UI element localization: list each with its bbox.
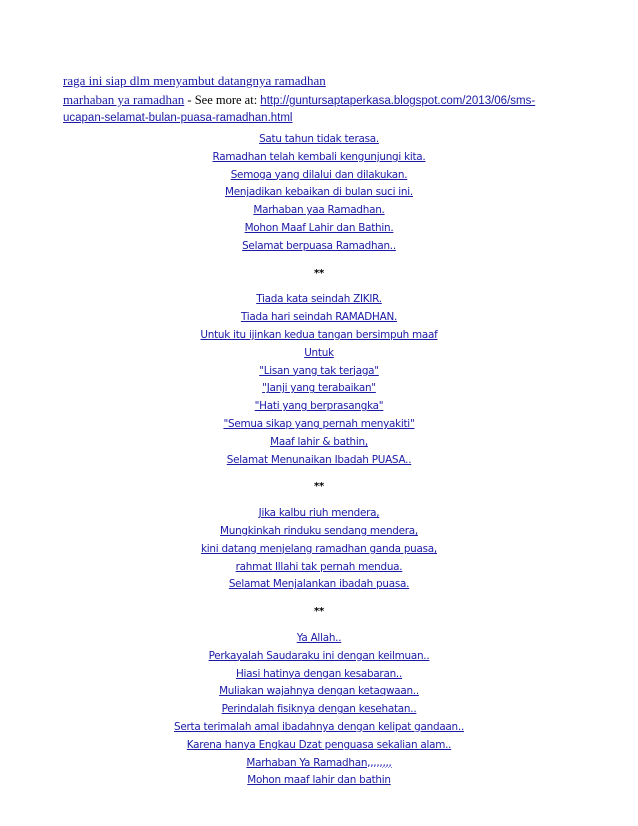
poem-line-link[interactable]: Selamat Menjalankan ibadah puasa. — [228, 578, 410, 591]
poem-line — [0, 648, 638, 666]
source-url-link[interactable]: http://guntursaptaperkasa.blogspot.com/2013/06/sms- — [260, 95, 536, 107]
poem-line — [0, 576, 638, 594]
poem-line-link[interactable]: Tiada kata seindah ZIKIR. — [256, 293, 382, 306]
poem-line — [0, 666, 638, 684]
poem-line-link[interactable]: Perindalah fisiknya dengan kesehatan.. — [221, 703, 417, 716]
poem-line-link[interactable]: Hiasi hatinya dengan kesabaran.. — [235, 667, 403, 680]
poem-line — [0, 131, 638, 149]
poem-line-link[interactable]: Untuk itu ijinkan kedua tangan bersimpuh maaf — [200, 328, 438, 341]
poem-line-link[interactable]: kini datang menjelang ramadhan ganda puasa, — [201, 542, 437, 555]
poem-line-link[interactable]: Marhaban Ya Ramadhan,,,,,,,, — [246, 756, 392, 769]
stanza-separator: ** — [314, 267, 324, 279]
poem-line — [0, 630, 638, 648]
poem-line — [0, 523, 638, 541]
poem-line — [0, 345, 638, 363]
intro-heading-link[interactable]: raga ini siap dlm menyambut datangnya ramadhan — [63, 73, 326, 88]
poem-line-link[interactable]: Mungkinkah rinduku sendang mendera, — [220, 524, 418, 537]
poem-line — [0, 167, 638, 185]
poem-line — [0, 772, 638, 790]
intro-line-2 — [63, 91, 583, 110]
poem-line — [0, 541, 638, 559]
stanza-separator: ** — [314, 606, 324, 618]
poem-line-link[interactable]: Selamat Menunaikan Ibadah PUASA.. — [226, 453, 412, 466]
stanza-separator: ** — [314, 481, 324, 493]
poem-line-link[interactable]: "Hati yang berprasangka" — [254, 400, 384, 413]
intro-line-1 — [63, 72, 583, 91]
poem-line — [0, 755, 638, 773]
poem-line-link[interactable]: Maaf lahir & bathin, — [270, 435, 368, 448]
poem-line — [0, 327, 638, 345]
poem-line — [0, 719, 638, 737]
poem-line — [0, 559, 638, 577]
poem-line — [0, 416, 638, 434]
poem-line-link[interactable]: rahmat Illahi tak pernah mendua. — [235, 560, 403, 573]
poem-line-link[interactable]: "Janji yang terabaikan" — [262, 382, 376, 395]
poem-line — [0, 380, 638, 398]
poem-line-link[interactable]: Ramadhan telah kembali kengunjungi kita. — [212, 150, 426, 163]
poem-body — [0, 131, 638, 790]
poem-line-link[interactable]: Semoga yang dilalui dan dilakukan. — [230, 168, 408, 181]
poem-line-link[interactable]: Serta terimalah amal ibadahnya dengan kelipat gandaan.. — [173, 720, 464, 733]
poem-line — [0, 238, 638, 256]
intro-block — [63, 72, 583, 127]
poem-line-link[interactable]: Ya Allah.. — [296, 631, 342, 644]
poem-line — [0, 291, 638, 309]
marhaban-link[interactable]: marhaban ya ramadhan — [63, 92, 185, 107]
poem-line — [0, 683, 638, 701]
poem-line — [0, 309, 638, 327]
poem-line-link[interactable]: Mohon maaf lahir dan bathin — [247, 774, 391, 787]
poem-line-link[interactable]: Perkayalah Saudaraku ini dengan keilmuan.. — [208, 649, 430, 662]
poem-line — [0, 220, 638, 238]
poem-line-link[interactable]: "Semua sikap yang pernah menyakiti" — [223, 417, 415, 430]
see-more-text: - See more at: — [184, 93, 261, 107]
poem-line-link[interactable]: "Lisan yang tak terjaga" — [259, 364, 379, 377]
poem-line-link[interactable]: Muliakan wajahnya dengan ketaqwaan.. — [219, 685, 419, 698]
poem-line — [0, 184, 638, 202]
poem-line-link[interactable]: Karena hanya Engkau Dzat penguasa sekalian alam.. — [186, 738, 452, 751]
poem-line — [0, 202, 638, 220]
poem-line-link[interactable]: Untuk — [304, 346, 334, 359]
source-url-link-continued[interactable]: ucapan-selamat-bulan-puasa-ramadhan.html — [63, 112, 293, 124]
poem-line — [0, 505, 638, 523]
poem-line-link[interactable]: Marhaban yaa Ramadhan. — [253, 204, 385, 217]
poem-line — [0, 737, 638, 755]
poem-line-link[interactable]: Satu tahun tidak terasa. — [259, 133, 379, 145]
poem-line — [0, 363, 638, 381]
poem-line — [0, 398, 638, 416]
poem-line-link[interactable]: Tiada hari seindah RAMADHAN. — [240, 311, 398, 324]
poem-line — [0, 452, 638, 470]
poem-line-link[interactable]: Mohon Maaf Lahir dan Bathin. — [244, 221, 394, 234]
poem-line — [0, 149, 638, 167]
poem-line-link[interactable]: Menjadikan kebaikan di bulan suci ini. — [225, 186, 413, 199]
poem-line-link[interactable]: Jika kalbu riuh mendera, — [258, 507, 380, 520]
poem-line — [0, 434, 638, 452]
poem-line-link[interactable]: Selamat berpuasa Ramadhan.. — [242, 239, 396, 252]
intro-line-3 — [63, 110, 583, 127]
poem-line — [0, 701, 638, 719]
